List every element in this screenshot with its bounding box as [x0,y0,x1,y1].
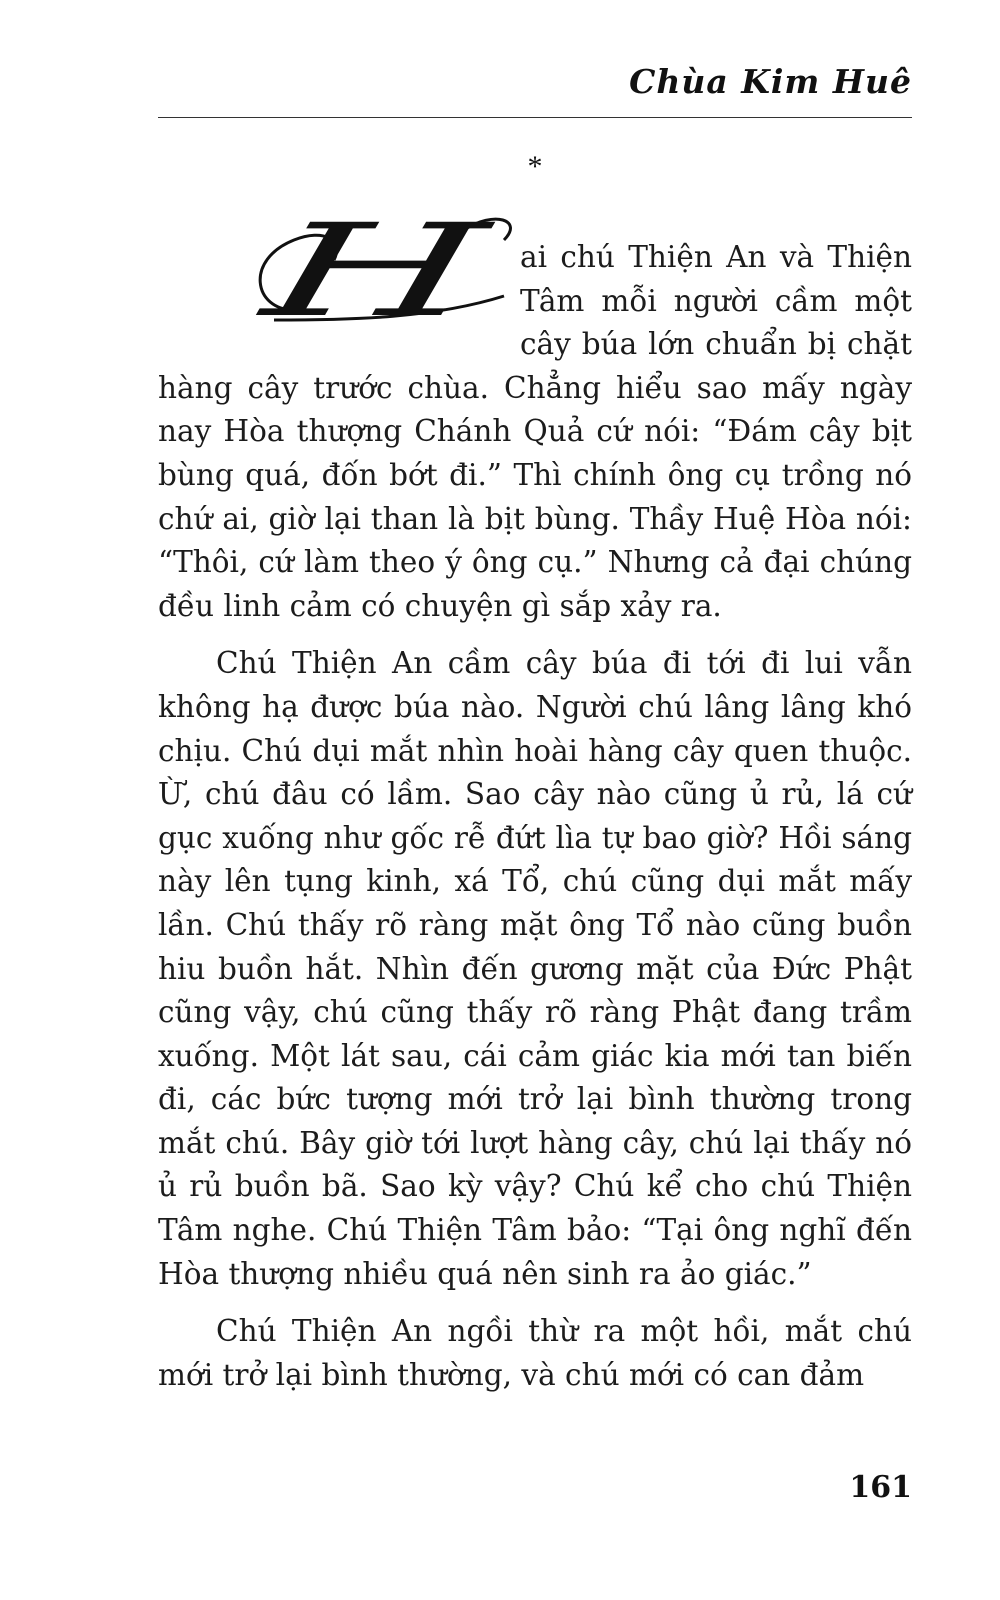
drop-cap [248,197,518,346]
paragraph-3: Chú Thiện An ngồi thừ ra một hồi, mắt chú mới trở lại bình thường, và chú mới có can đảm [158,1314,912,1392]
paragraph-1-text: ai chú Thiện An và Thiện Tâm mỗi người cầm một cây búa lớn chuẩn bị chặt hàng cây trước chùa. Chẳng hiểu sao mấy ngày nay Hòa thượng Chánh Quả cứ nói: “Đám cây bịt bùng quá, đốn bớt đi.” Thì chính ông cụ trồng nó chứ ai, giờ lại than là bịt bùng. Thầy Huệ Hòa nói: “Thôi, cứ làm theo ý ông cụ.” Nhưng cả đại chúng đều linh cảm có chuyện gì sắp xảy ra. [158,240,912,623]
running-header-title: Chùa Kim Huê [629,62,912,101]
section-separator: * [527,150,543,183]
paragraph-1 [158,197,912,628]
page-number: 161 [849,1470,912,1505]
paragraph-2: Chú Thiện An cầm cây búa đi tới đi lui vẫn không hạ được búa nào. Người chú lâng lâng khó chịu. Chú dụi mắt nhìn hoài hàng cây quen thuộc. Ừ, chú đâu có lầm. Sao cây nào cũng ủ rủ, lá cứ gục xuống như gốc rễ đứt lìa tự bao giờ? Hồi sáng này lên tụng kinh, xá Tổ, chú cũng dụi mắt mấy lần. Chú thấy rõ ràng mặt ông Tổ nào cũng buồn hiu buồn hắt. Nhìn đến gương mặt của Đức Phật cũng vậy, chú cũng thấy rõ ràng Phật đang trầm xuống. Một lát sau, cái cảm giác kia mới tan biến đi, các bức tượng mới trở lại bình thường trong mắt chú. Bây giờ tới lượt hàng cây, chú lại thấy nó ủ rủ buồn bã. Sao kỳ vậy? Chú kể cho chú Thiện Tâm nghe. Chú Thiện Tâm bảo: “Tại ông nghĩ đến Hòa thượng nhiều quá nên sinh ra ảo giác.” [158,646,912,1291]
drop-cap-letter: H [252,197,497,346]
header-rule [158,117,912,118]
body-text [158,197,912,1397]
